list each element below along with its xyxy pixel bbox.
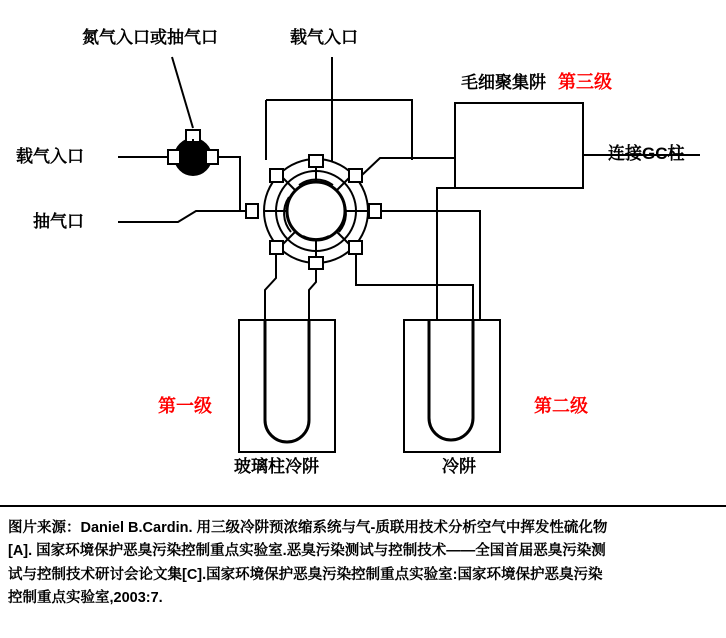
valve-fitting-sw [270, 241, 283, 254]
stage-one-left-riser [265, 254, 276, 320]
label-carrier-gas-inlet-top: 载气入口 [290, 28, 358, 47]
pump-left-port [168, 150, 180, 164]
stage-one-vessel [239, 320, 335, 452]
caption-line: [A]. 国家环境保护恶臭污染控制重点实验室.恶臭污染测试与控制技术——全国首届恶臭污染测 [8, 543, 606, 560]
label-cold-trap: 冷阱 [442, 457, 476, 476]
valve-to-capillary-line [362, 158, 455, 175]
figure-caption [0, 507, 726, 638]
valve-fitting-n [309, 155, 323, 167]
label-carrier-gas-inlet-left: 载气入口 [16, 147, 84, 166]
leader-nitrogen-inlet [172, 57, 193, 128]
pump-to-valve-line [218, 157, 258, 211]
valve-rotor [287, 182, 345, 240]
label-gc-column: 连接GC柱 [608, 144, 685, 163]
valve-fitting-nw [270, 169, 283, 182]
valve-fitting-e [369, 204, 381, 218]
caption-line: 试与控制技术研讨会论文集[C].国家环境保护恶臭污染控制重点实验室:国家环境保护恶臭污染 [8, 566, 603, 583]
valve-fitting-se [349, 241, 362, 254]
stage-one-right-riser [309, 269, 316, 320]
vacuum-outlet-line [118, 211, 240, 222]
label-glass-cold-trap: 玻璃柱冷阱 [234, 457, 319, 476]
label-vacuum-outlet: 抽气口 [33, 212, 84, 231]
label-nitrogen-inlet: 氮气入口或抽气口 [82, 28, 218, 47]
stage-two-vessel [404, 320, 500, 452]
label-stage-three: 第三级 [558, 72, 612, 92]
label-capillary-trap: 毛细聚集阱 [461, 73, 546, 92]
valve-fitting-w [246, 204, 258, 218]
pump-right-port [206, 150, 218, 164]
label-stage-one: 第一级 [158, 396, 212, 416]
valve-fitting-s [309, 257, 323, 269]
stage-two-right-riser [356, 254, 473, 320]
valve-fitting-ne [349, 169, 362, 182]
top-manifold-path [266, 100, 412, 160]
caption-line: 图片来源：Daniel B.Cardin. 用三级冷阱预浓缩系统与气-质联用技术分析空气中挥发性硫化物 [8, 520, 608, 536]
capillary-to-stage-two-line [437, 188, 455, 325]
valve-to-stage-two-line [381, 211, 480, 325]
capillary-trap-box [455, 103, 583, 188]
caption-line: 控制重点实验室,2003:7. [8, 590, 163, 607]
label-stage-two: 第二级 [534, 396, 588, 416]
